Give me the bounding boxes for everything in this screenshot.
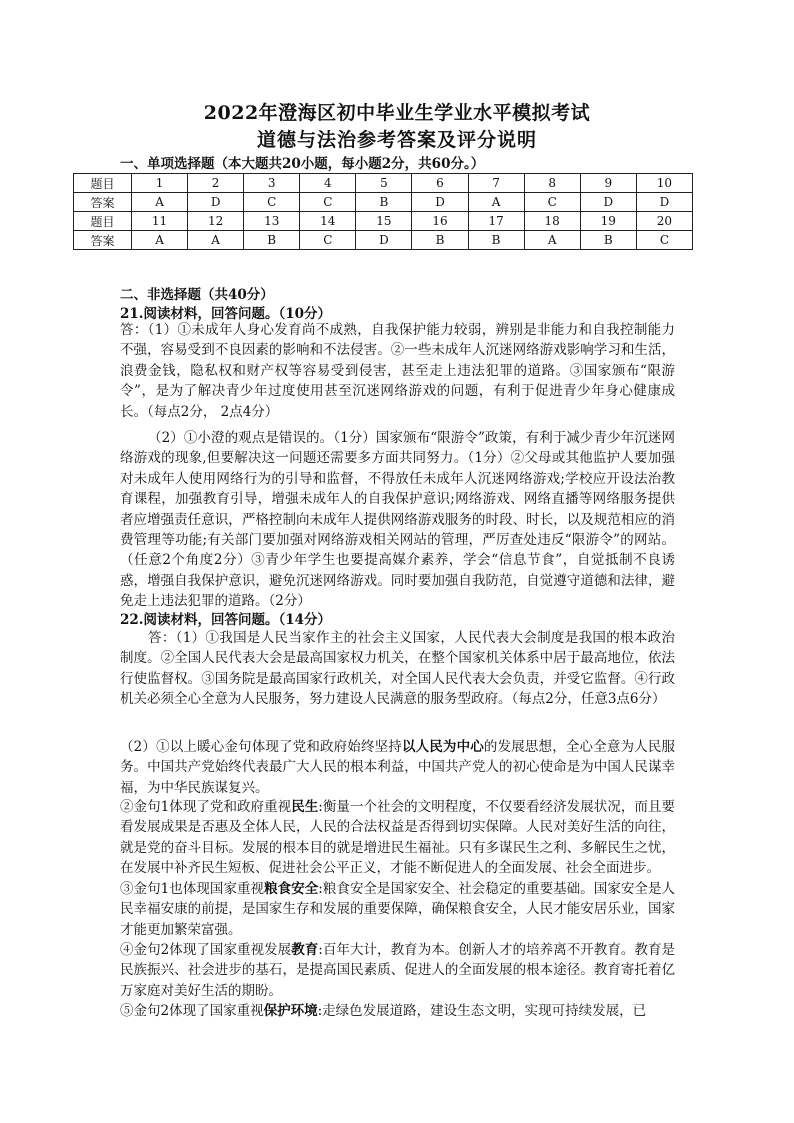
text-span: :百年大计，教育为本。创新人才的培养离不开教育。教育是民族振兴、社会进步的基石，是提高国民素质、促进人的全面发展的根本途径。教育寄托着亿万家庭对美好生活的期盼。 [120,942,675,999]
q22-point-livelihood [120,797,675,879]
question-number: 7 [468,174,524,193]
q22-point-environment [120,1001,675,1021]
answer-cell: B [468,231,524,250]
text-span: :粮食安全是国家安全、社会稳定的重要基础。国家安全是人民幸福安康的前提，是国家生存和发展的重要保障，确保粮食安全，人民才能安居乐业，国家才能更加繁荣富强。 [120,881,675,938]
answer-cell: D [356,231,412,250]
question-number: 19 [580,212,636,231]
key-term: 以人民为中心 [401,739,484,755]
answer-cell: A [131,231,187,250]
question-number: 15 [356,212,412,231]
question-number: 1 [131,174,187,193]
answer-cell: C [636,231,692,250]
section2-heading: 二、非选择题（共40分） [120,287,274,303]
answer-cell: A [524,231,580,250]
question-number: 6 [412,174,468,193]
row-label-question: 题目 [74,174,132,193]
text-span: :走绿色发展道路，建设生态文明，实现可持续发展，已 [317,1003,647,1019]
question-number: 12 [188,212,244,231]
answer-cell: B [412,231,468,250]
q22-heading: 22.阅读材料，回答问题。（14分） [120,612,332,628]
row-label-answer: 答案 [74,231,132,250]
text-span: :衡量一个社会的文明程度，不仅要看经济发展状况，而且要看发展成果是否惠及全体人民，人民的合法权益是否得到切实保障。人民对美好生活的向往，就是党的奋斗目标。发展的根本目的就是增进民生福祉。只有多谋民生之利、多解民生之忧，在发展中补齐民生短板、促进社会公平正义，才能不断促进人的全面发展、社会全面进步。 [120,799,675,877]
key-term: 粮食安全 [264,881,319,897]
answer-cell: C [300,193,356,212]
q21-answer-part1: 答：（1）①未成年人身心发育尚不成熟，自我保护能力较弱，辨别是非能力和自我控制能力不强，容易受到不良因素的影响和不法侵害。②一些未成年人沉迷网络游戏影响学习和生活，浪费金钱，隐私权和财产权等容易受到侵害，甚至走上违法犯罪的道路。③国家颁布“限游令”，是为了解决青少年过度使用甚至沉迷网络游戏的问题，有利于促进青少年身心健康成长。（每点2分， 2点4分） [120,322,675,420]
question-number: 11 [131,212,187,231]
text-span: ③金句1也体现国家重视 [120,881,265,897]
question-number: 17 [468,212,524,231]
answer-cell: A [131,193,187,212]
row-label-question: 题目 [74,212,132,231]
question-number: 13 [244,212,300,231]
text-span: ④金句2体现了国家重视发展 [120,942,292,958]
answer-cell: D [636,193,692,212]
question-number: 8 [524,174,580,193]
question-number: 16 [412,212,468,231]
table-row [74,174,693,193]
answer-cell: D [580,193,636,212]
row-label-answer: 答案 [74,193,132,212]
answer-cell: D [412,193,468,212]
q22-answer-part1: 答：（1）①我国是人民当家作主的社会主义国家，人民代表大会制度是我国的根本政治制度。②全国人民代表大会是最高国家权力机关，在整个国家机关体系中居于最高地位，依法行使监督权。③国务院是最高国家行政机关，对全国人民代表大会负责，并受它监督。④行政机关必须全心全意为人民服务，努力建设人民满意的服务型政府。（每点2分，任意3点6分） [120,630,675,708]
q22-point-food-security [120,879,675,940]
q22-answer-part2 [120,737,675,798]
answer-cell: C [244,193,300,212]
question-number: 5 [356,174,412,193]
text-span: ⑤金句2体现了国家重视 [120,1003,264,1019]
key-term: 民生 [291,799,319,815]
answer-cell: B [580,231,636,250]
text-span: （2）①以上暖心金句体现了党和政府始终坚持 [120,739,402,755]
answer-cell: A [468,193,524,212]
exam-title: 2022年澄海区初中毕业生学业水平模拟考试 [203,102,591,124]
key-term: 教育 [291,942,319,958]
question-number: 20 [636,212,692,231]
question-number: 4 [300,174,356,193]
text-span: 的发展思想，全心全意为人民服务。中国共产党始终代表最广大人民的根本利益，中国共产党人的初心使命是为中国人民谋幸福，为中华民族谋复兴。 [120,739,676,796]
q21-heading: 21.阅读材料，回答问题。（10分） [120,306,332,322]
question-number: 18 [524,212,580,231]
q22-point-education [120,940,675,1001]
table-row [74,231,693,250]
answer-cell: C [300,231,356,250]
question-number: 2 [188,174,244,193]
table-row [74,193,693,212]
answer-cell: C [524,193,580,212]
text-span: ②金句1体现了党和政府重视 [120,799,292,815]
answer-cell: A [188,231,244,250]
question-number: 14 [300,212,356,231]
table-row [74,212,693,231]
question-number: 10 [636,174,692,193]
exam-subtitle: 道德与法治参考答案及评分说明 [256,129,537,151]
answer-cell: D [188,193,244,212]
section1-heading: 一、单项选择题（本大题共20小题，每小题2分，共60分。） [120,156,485,172]
key-term: 保护环境 [263,1003,318,1019]
answer-table [73,173,693,250]
q21-answer-part2: （2）①小澄的观点是错误的。（1分）国家颁布“限游令”政策，有利于减少青少年沉迷网络游戏的现象,但要解决这一问题还需要多方面共同努力。（1分）②父母或其他监护人要加强对未成年人使用网络行为的引导和监督，不得放任未成年人沉迷网络游戏;学校应开设法治教育课程，加强教育引导，增强未成年人的自我保护意识;网络游戏、网络直播等网络服务提供者应增强责任意识，严格控制向未成年人提供网络游戏服务的时段、时长，以及规范相应的消费管理等功能;有关部门要加强对网络游戏相关网站的管理，严厉查处违反“限游令”的网站。（任意2个角度2分）③青少年学生也要提高媒介素养，学会“信息节食”，自觉抵制不良诱惑，增强自我保护意识，避免沉迷网络游戏。同时要加强自我防范，自觉遵守道德和法律，避免走上违法犯罪的道路。（2分） [120,430,675,610]
question-number: 9 [580,174,636,193]
answer-cell: B [356,193,412,212]
question-number: 3 [244,174,300,193]
answer-cell: B [244,231,300,250]
